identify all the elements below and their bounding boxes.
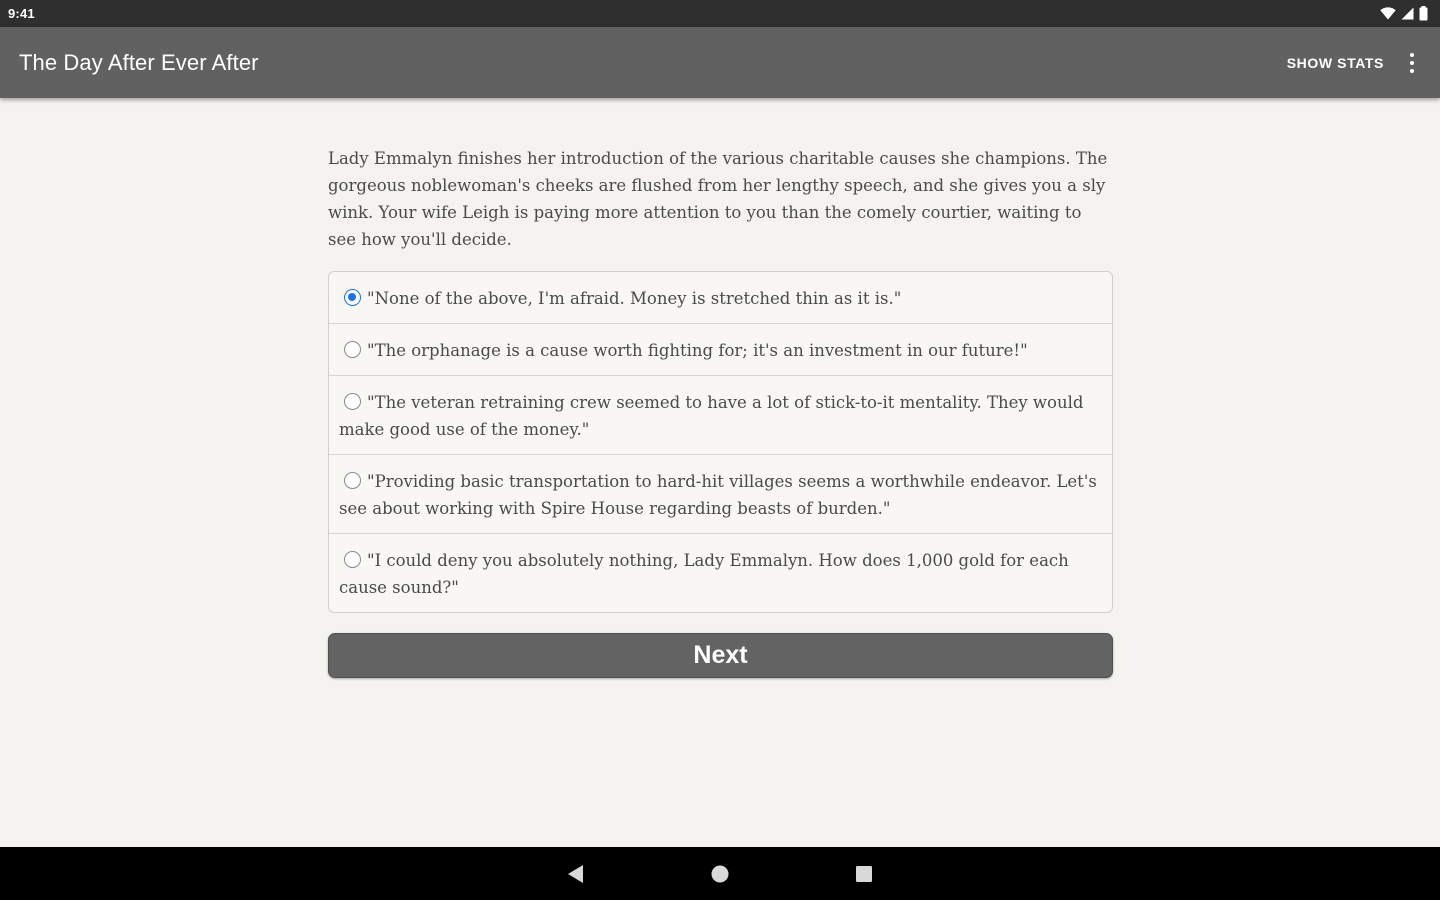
choice-option[interactable] (329, 323, 1112, 375)
system-nav-bar (0, 847, 1440, 900)
choice-option[interactable] (329, 533, 1112, 612)
status-time: 9:41 (8, 6, 35, 21)
status-bar (0, 0, 1440, 27)
radio-button[interactable] (344, 551, 361, 568)
app-bar (0, 27, 1440, 98)
radio-button[interactable] (344, 393, 361, 410)
radio-button[interactable] (344, 289, 361, 306)
show-stats-button[interactable]: SHOW STATS (1286, 54, 1384, 71)
choice-text: "The orphanage is a cause worth fighting for; it's an investment in our future!" (367, 341, 1028, 360)
story-paragraph: Lady Emmalyn finishes her introduction of the various charitable causes she champions. The gorgeous noblewoman's cheeks are flushed from her lengthy speech, and she gives you a sly wink. Your wife Leigh is paying more attention to you than the comely courtier, waiting to see how you'll decide. (328, 149, 1108, 249)
story-content (328, 145, 1113, 678)
radio-button[interactable] (344, 472, 361, 489)
back-icon[interactable] (563, 861, 589, 887)
signal-icon (1401, 7, 1414, 20)
next-button[interactable]: Next (328, 633, 1113, 678)
choice-text: "The veteran retraining crew seemed to have a lot of stick-to-it mentality. They would make good use of the money." (339, 393, 1084, 439)
app-title: The Day After Ever After (19, 49, 259, 75)
more-vert-icon[interactable] (1402, 48, 1422, 78)
status-icons (1380, 6, 1428, 21)
choice-text: "None of the above, I'm afraid. Money is stretched thin as it is." (367, 289, 902, 308)
app-actions (1287, 48, 1422, 78)
radio-button[interactable] (344, 341, 361, 358)
choice-text: "Providing basic transportation to hard-hit villages seems a worthwhile endeavor. Let's see about working with Spire House regarding beasts of burden." (339, 472, 1097, 518)
choice-option[interactable] (329, 375, 1112, 454)
choice-text: "I could deny you absolutely nothing, Lady Emmalyn. How does 1,000 gold for each cause sound?" (339, 551, 1069, 597)
choice-list (328, 271, 1113, 613)
choice-option[interactable] (329, 272, 1112, 323)
wifi-icon (1380, 7, 1396, 20)
recents-icon[interactable] (851, 861, 877, 887)
choice-option[interactable] (329, 454, 1112, 533)
home-icon[interactable] (707, 861, 733, 887)
battery-icon (1419, 6, 1428, 21)
